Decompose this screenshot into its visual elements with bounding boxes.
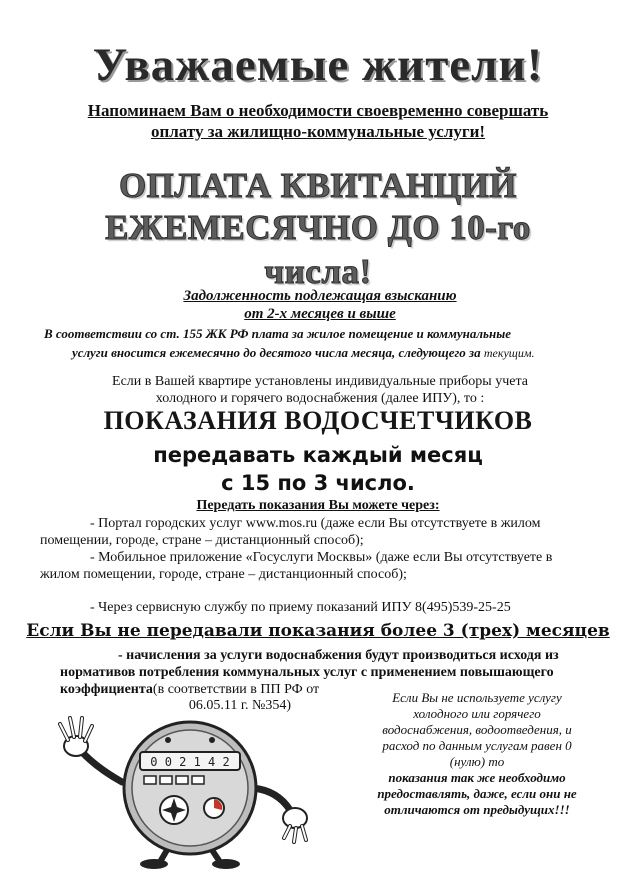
not-sent-heading: Если Вы не передавали показания более 3 (трех) месяцев [26, 621, 610, 641]
headline-line1: ОПЛАТА КВИТАНЦИЙ [118, 166, 518, 205]
readings-dates: с 15 по 3 число. [221, 471, 415, 495]
debt-notice-line2: от 2-х месяцев и выше [244, 306, 396, 322]
calc-line2: нормативов потребления коммунальных услуг с применением повышающего [60, 665, 554, 680]
side-note-bold3: отличаются от предыдущих!!! [384, 802, 570, 817]
calc-line3-normal: (в соответствии в ПП РФ от [152, 682, 320, 697]
mascot-eye-right [209, 737, 215, 743]
readings-frequency: передавать каждый месяц [153, 443, 483, 467]
side-note-line4: расход по данным услугам равен 0 [382, 738, 572, 753]
option-service-line: - Через сервисную службу по приему показаний ИПУ 8(495)539-25-25 [90, 600, 511, 615]
side-note-line1: Если Вы не используете услугу [392, 690, 562, 705]
mascot-left-hand [60, 718, 92, 756]
water-meter-mascot-illustration [52, 710, 342, 870]
page-title: Уважаемые жители! [92, 39, 544, 91]
mascot-eye-left [165, 737, 171, 743]
calc-line3-bold: коэффициента [60, 682, 153, 697]
side-note-line5: (нулю) то [449, 754, 505, 769]
debt-notice-line1: Задолженность подлежащая взысканию [183, 288, 457, 304]
headline-line3: числа! [264, 252, 372, 291]
calc-line1: - начисления за услуги водоснабжения будут производиться исходя из [118, 648, 559, 663]
headline-line2: ЕЖЕМЕСЯЧНО ДО 10-го [105, 208, 531, 247]
option-portal-rest: помещении, городе, стране – дистанционный способ); [40, 533, 364, 548]
law-reference-line2-text: услуги вносится ежемесячно до десятого числа месяца, следующего за [72, 345, 481, 360]
payment-reminder-line2: оплату за жилищно-коммунальные услуги! [150, 122, 486, 141]
option-portal [40, 515, 610, 549]
payment-reminder [30, 100, 606, 142]
law-reference-line1: В соответствии со ст. 155 ЖК РФ плата за жилое помещение и коммунальные [44, 326, 511, 341]
meters-intro [90, 373, 550, 407]
mascot-left-arm [82, 752, 122, 782]
mascot-right-foot [212, 859, 240, 869]
side-note-bold2: предоставлять, даже, если они не [377, 786, 577, 801]
side-note-line3: водоснабжения, водоотведения, и [382, 722, 572, 737]
option-app-first: - Мобильное приложение «Госуслуги Москвы» (даже если Вы отсутствуете в [90, 550, 553, 565]
debt-notice [120, 287, 520, 323]
law-reference-line2-tail: текущим. [483, 346, 535, 360]
mascot-right-hand [283, 808, 307, 842]
option-portal-first: - Портал городских услуг www.mos.ru (даже если Вы отсутствуете в жилом [90, 516, 541, 531]
submission-methods-heading: Передать показания Вы можете через: [196, 498, 440, 513]
calc-line4: 06.05.11 г. №354) [188, 698, 292, 713]
payment-reminder-line1: Напоминаем Вам о необходимости своевременно совершать [87, 101, 549, 120]
side-note-line2: холодного или горячего [413, 706, 541, 721]
side-note-bold1: показания так же необходимо [388, 770, 566, 785]
mascot-right-arm [252, 788, 290, 810]
option-mobile-app [40, 549, 610, 583]
mascot-digits: 0 0 2 1 4 2 [150, 755, 230, 769]
law-reference-line2 [72, 345, 632, 361]
option-app-rest: жилом помещении, городе, стране – дистанционный способ); [40, 567, 407, 582]
side-note [362, 690, 592, 818]
meters-intro-line2: холодного и горячего водоснабжения (далее ИПУ), то : [155, 391, 485, 406]
meters-intro-line1: Если в Вашей квартире установлены индивидуальные приборы учета [112, 374, 528, 389]
mascot-left-foot [140, 859, 168, 869]
readings-heading: ПОКАЗАНИЯ ВОДОСЧЕТЧИКОВ [103, 406, 533, 435]
